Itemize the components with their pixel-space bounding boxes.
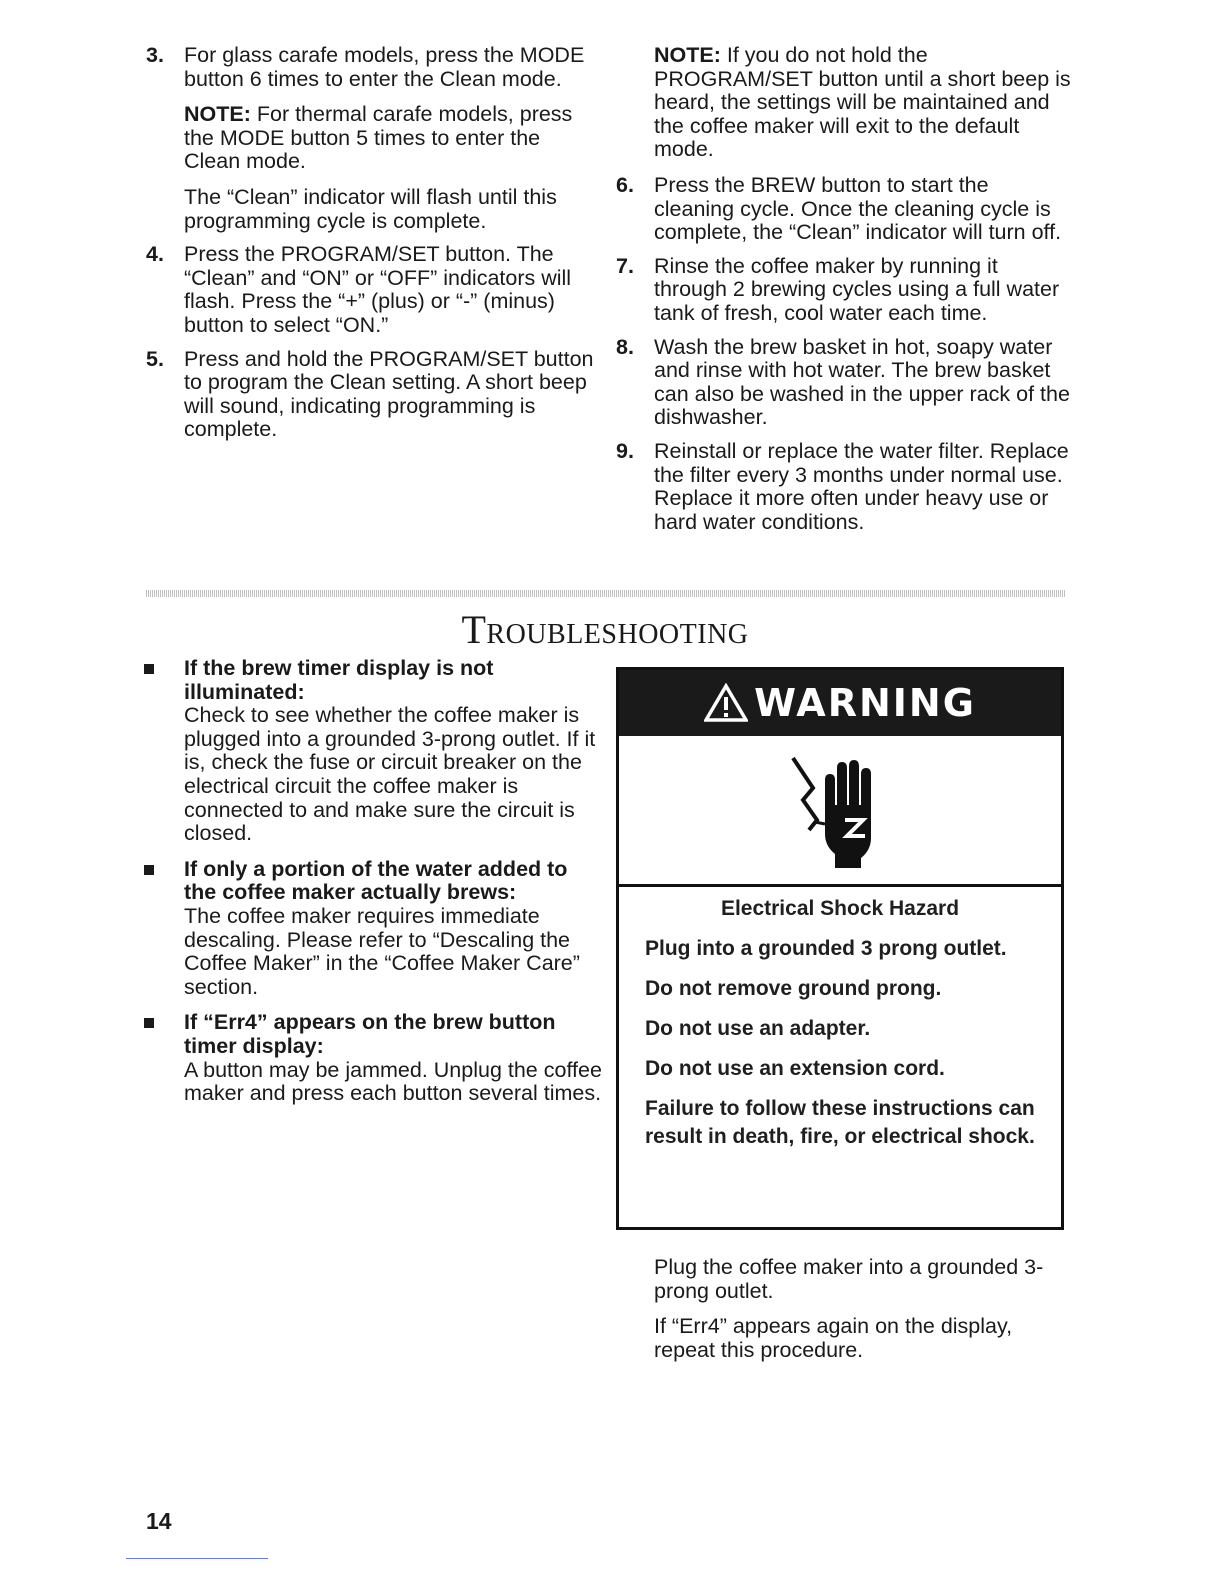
bullet-icon — [144, 865, 154, 875]
section-divider — [146, 590, 1066, 597]
section-title — [0, 606, 1210, 653]
step-number: 6. — [616, 172, 634, 197]
warning-line: Do not use an extension cord. — [645, 1057, 945, 1080]
page-number: 14 — [146, 1508, 172, 1534]
instructions-left-column — [142, 44, 602, 452]
warning-text — [619, 887, 1061, 1151]
troubleshooting-heading: If only a portion of the water added to the coffee maker actually brews: — [184, 856, 568, 905]
troubleshooting-heading: If “Err4” appears on the brew button timer display: — [184, 1010, 556, 1058]
troubleshooting-item — [142, 1011, 602, 1105]
electric-shock-hand-icon — [785, 750, 895, 870]
troubleshooting-body: The coffee maker requires immediate descaling. Please refer to “Descaling the Coffee Maker” in the “Coffee Maker Care” section. — [184, 903, 580, 999]
warning-triangle-icon — [704, 683, 748, 723]
step-extra: The “Clean” indicator will flash until this programming cycle is complete. — [184, 184, 557, 233]
program-set-note — [612, 44, 1072, 162]
instruction-paragraph: If “Err4” appears again on the display, repeat this procedure. — [654, 1314, 1013, 1362]
warning-line: Do not use an adapter. — [645, 1017, 871, 1040]
warning-banner — [619, 670, 1061, 736]
troubleshooting-item — [142, 858, 602, 1000]
warning-banner-text: WARNING — [754, 681, 976, 725]
step-3 — [142, 44, 602, 233]
step-note — [184, 103, 602, 174]
step-text: Press the BREW button to start the cleaning cycle. Once the cleaning cycle is complete, the “Clean” indicator will turn off. — [654, 172, 1062, 245]
step-text: Rinse the coffee maker by running it through 2 brewing cycles using a full water tank of fresh, cool water each time. — [654, 253, 1060, 325]
troubleshooting-item — [142, 657, 602, 846]
step-number: 3. — [146, 43, 164, 67]
note-text: If you do not hold the PROGRAM/SET button until a short beep is heard, the settings will be maintained and the coffee maker will exit to the default mode. — [654, 43, 1071, 162]
footer-rule — [126, 1558, 268, 1559]
note-label: NOTE: — [654, 43, 721, 67]
step-text: Press and hold the PROGRAM/SET button to program the Clean setting. A short beep will sound, indicating programming is complete. — [184, 346, 594, 442]
step-number: 9. — [616, 438, 634, 463]
step-7 — [612, 255, 1072, 326]
hazard-title: Electrical Shock Hazard — [720, 897, 960, 920]
note-label: NOTE: — [184, 102, 251, 127]
step-number: 7. — [616, 253, 634, 278]
step-6 — [612, 174, 1072, 245]
step-5 — [142, 348, 602, 442]
step-text: Press the PROGRAM/SET button. The “Clean” and “ON” or “OFF” indicators will flash. Press the “+” (plus) or “-” (minus) button to select “ON.” — [184, 242, 572, 337]
troubleshooting-body: A button may be jammed. Unplug the coffee maker and press each button several times. — [184, 1057, 602, 1106]
bullet-icon — [144, 664, 154, 674]
step-9 — [612, 440, 1072, 534]
instructions-right-column — [612, 44, 1072, 544]
post-warning-instructions — [654, 1256, 1074, 1374]
step-number: 4. — [146, 242, 164, 267]
step-8 — [612, 336, 1072, 430]
step-text: Wash the brew basket in hot, soapy water and rinse with hot water. The brew basket can also be washed in the upper rack of the dishwasher. — [654, 334, 1070, 430]
warning-line: Plug into a grounded 3 prong outlet. — [645, 937, 1007, 960]
troubleshooting-list — [142, 657, 602, 1118]
instruction-paragraph: Plug the coffee maker into a grounded 3-prong outlet. — [654, 1255, 1044, 1303]
troubleshooting-heading: If the brew timer display is not illuminated: — [184, 656, 494, 704]
step-text: For glass carafe models, press the MODE button 6 times to enter the Clean mode. — [184, 43, 585, 91]
warning-box — [616, 667, 1064, 1230]
section-title-text: Troubleshooting — [461, 607, 749, 652]
troubleshooting-body: Check to see whether the coffee maker is plugged into a grounded 3-prong outlet. If it is, check the fuse or circuit breaker on the electrical circuit the coffee maker is connected to and make sure the circuit is closed. — [184, 703, 596, 846]
step-text: Reinstall or replace the water filter. Replace the filter every 3 months under normal use. Replace it more often under heavy use or hard water conditions. — [654, 438, 1069, 534]
step-number: 5. — [146, 346, 164, 371]
step-number: 8. — [616, 334, 634, 359]
warning-line: Failure to follow these instructions can result in death, fire, or electrical shock. — [645, 1097, 1035, 1148]
shock-hazard-pictogram — [619, 736, 1061, 887]
bullet-icon — [144, 1018, 154, 1028]
note-text: For thermal carafe models, press the MODE button 5 times to enter the Clean mode. — [184, 102, 573, 174]
warning-line: Do not remove ground prong. — [645, 977, 942, 1000]
step-4 — [142, 243, 602, 337]
